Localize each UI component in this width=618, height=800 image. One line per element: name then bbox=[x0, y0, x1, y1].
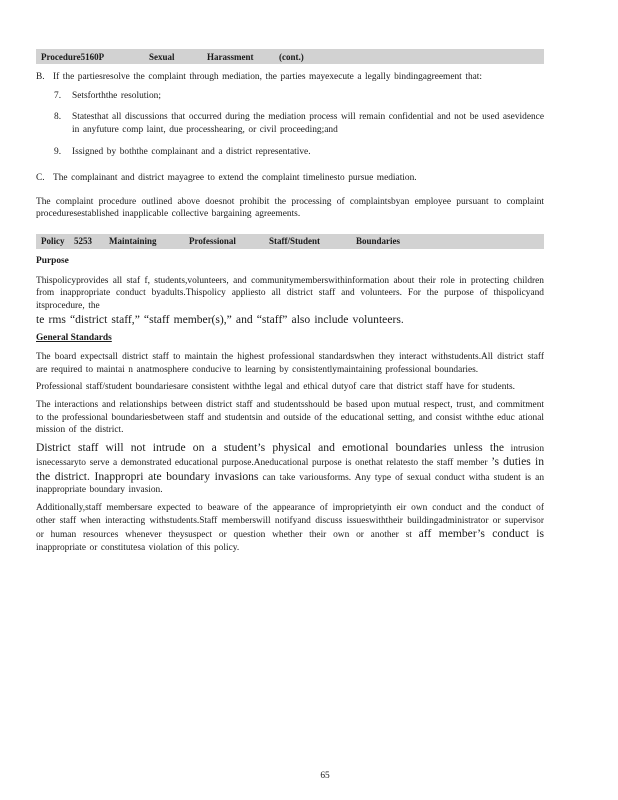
additional-paragraph bbox=[36, 502, 544, 554]
intrusion-text: can take variousforms. Any type of sexual conduct witha student is an inappropriate boundary invasion. bbox=[36, 472, 544, 496]
item-label: C. bbox=[36, 172, 45, 183]
procedure-header-bar bbox=[36, 49, 544, 64]
policy-label: Policy bbox=[41, 236, 65, 247]
policy-title-word: Professional bbox=[189, 236, 236, 247]
intrusion-paragraph bbox=[36, 441, 544, 497]
item-label: 7. bbox=[54, 90, 62, 101]
purpose-text: Thispolicyprovides all staf f, students,volunteers, and communitymemberswithinformation about their role in protecting children from inappropriate conduct byadults.Thispolicy appliesto all district staff and volunteers. For the purpose of thispolicyand itsprocedure, the bbox=[36, 275, 544, 311]
procedure-title-word: Harassment bbox=[207, 51, 254, 62]
additional-text: inappropriate or constitutesa violation of this policy. bbox=[36, 542, 240, 553]
policy-title-word: Staff/Student bbox=[269, 236, 321, 247]
page-number: 65 bbox=[320, 771, 330, 781]
item-label: 8. bbox=[54, 112, 62, 123]
numbered-item bbox=[54, 111, 544, 136]
procedure-number: Procedure5160P bbox=[41, 51, 105, 62]
intrusion-text-large: District staff will not intrude on a student’s physical and emotional boundaries unless the bbox=[36, 440, 505, 454]
numbered-item bbox=[54, 90, 544, 103]
policy-number: 5253 bbox=[74, 236, 92, 247]
closing-paragraph: The complaint procedure outlined above doesnot prohibit the processing of complaintsbyan employee pursuant to complaint proceduresestablished inapplicable collective bargaining agreements. bbox=[36, 196, 544, 220]
item-label: B. bbox=[36, 72, 45, 82]
policy-title-word: Maintaining bbox=[109, 236, 157, 247]
purpose-paragraph bbox=[36, 275, 544, 327]
procedure-title-word: Sexual bbox=[149, 51, 175, 62]
item-text: Issigned by boththe complainant and a district representative. bbox=[72, 147, 311, 158]
purpose-text-large: te rms “district staff,” “staff member(s),” and “staff” also include volunteers. bbox=[36, 312, 404, 326]
intrusion-text: intrusion isnecessaryto serve a demonstrated educational purpose.Aneducational purpose is onethat relatesto the staff member bbox=[36, 443, 545, 469]
standards-paragraph: The interactions and relationships between district staff and studentsshould be based upon mutual respect, trust, and commitment to the professional boundariesbetween staff and studentsin and outside of the educational setting, and consist withthe educ ational mission of the district. bbox=[36, 399, 544, 436]
item-text: The complainant and district mayagree to extend the complaint timelinesto pursue mediation. bbox=[53, 172, 417, 183]
numbered-item bbox=[54, 146, 544, 159]
policy-header-bar bbox=[36, 234, 544, 249]
general-standards-heading: General Standards bbox=[36, 333, 112, 344]
additional-text: Additionally,staff membersare expected to beaware of the appearance of improprietyinth eir own conduct and the conduct of other staff when interacting withstudents.Staff memberswill notifyand discuss issueswiththeir buildingadministrator or supervisor or human resources whenever theysuspect or question whether their own or another st bbox=[36, 503, 544, 541]
standards-paragraph: The board expectsall district staff to maintain the highest professional standardswhen they interact withstudents.All district staff are required to maintai n anatmosphere conducive to learning by consistentlymaintaining professional boundaries. bbox=[36, 352, 544, 375]
standards-paragraph: Professional staff/student boundariesare consistent withthe legal and ethical dutyof care that district staff have for students. bbox=[36, 382, 515, 393]
policy-title-word: Boundaries bbox=[356, 236, 401, 247]
document-page bbox=[36, 49, 545, 781]
item-c bbox=[36, 172, 544, 185]
purpose-heading: Purpose bbox=[36, 255, 69, 266]
item-text: Statesthat all discussions that occurred during the mediation process will remain confidential and not be used asevidence in anyfuture comp laint, due processhearing, or civil proceeding;and bbox=[72, 112, 544, 135]
item-text: Setsforththe resolution; bbox=[72, 90, 161, 101]
procedure-continued: (cont.) bbox=[279, 51, 304, 62]
intrusion-text-large: ’s duties in the district. Inappropri ate boundary invasions bbox=[36, 455, 544, 483]
additional-text-large: aff member’s conduct is bbox=[418, 527, 544, 541]
item-label: 9. bbox=[54, 147, 62, 158]
item-b bbox=[36, 71, 544, 84]
item-text: If the partiesresolve the complaint through mediation, the parties mayexecute a legally bindingagreement that: bbox=[53, 72, 482, 82]
